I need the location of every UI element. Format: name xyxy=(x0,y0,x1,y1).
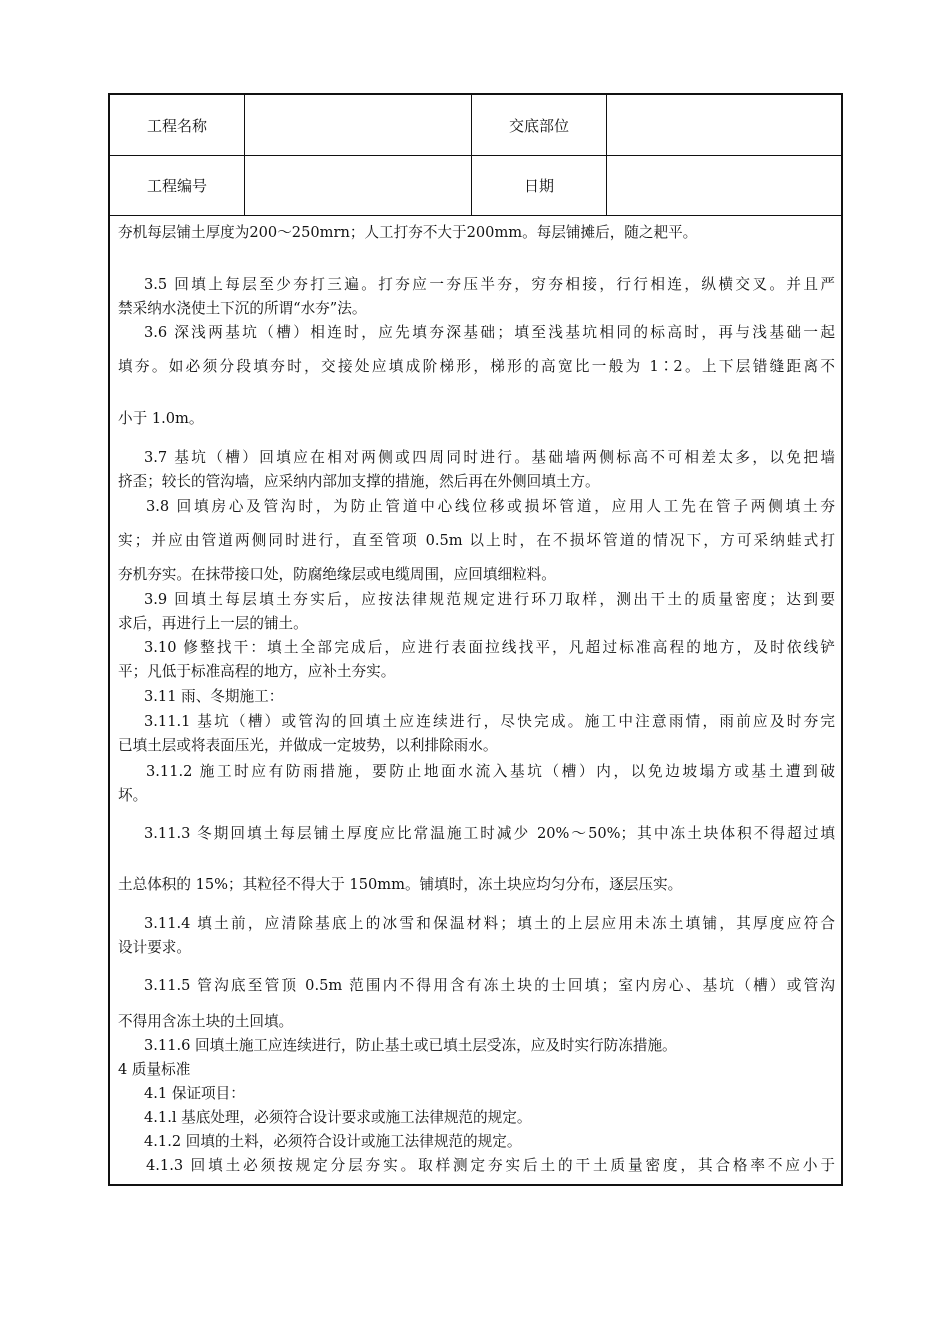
text-line: 3.11.4 填土前，应清除基底上的冰雪和保温材料；填土的上层应用未冻土填铺，其厚度应符合 xyxy=(144,915,835,932)
text-line: 土总体积的 15%；其粒径不得大于 150mm。铺填时，冻土块应均匀分布，逐层压实。 xyxy=(118,876,683,893)
part-label: 交底部位 xyxy=(472,95,607,155)
text-line: 3.8 回填房心及管沟时，为防止管道中心线位移或损坏管道，应用人工先在管子两侧填土夯 xyxy=(146,498,835,515)
project-name-label: 工程名称 xyxy=(110,95,245,155)
project-no-label: 工程编号 xyxy=(110,155,245,215)
text-line: 3.11.1 基坑（槽）或管沟的回填土应连续进行，尽快完成。施工中注意雨情，雨前应及时夯完 xyxy=(144,713,835,730)
text-line: 3.11.5 管沟底至管顶 0.5m 范围内不得用含有冻土块的士回填；室内房心、基坑（槽）或管沟 xyxy=(144,977,835,994)
text-line: 4.1 保证项目： xyxy=(144,1085,245,1102)
text-line: 3.11.6 回填土施工应连续进行，防止基土或已填土层受冻，应及时实行防冻措施。 xyxy=(144,1037,677,1054)
text-line: 填夯。如必须分段填夯时，交接处应填成阶梯形，梯形的高宽比一般为 1∶2。上下层错缝距离不 xyxy=(118,358,835,375)
text-line: 3.5 回填上每层至少夯打三遍。打夯应一夯压半夯，穷夯相接，行行相连，纵横交叉。并且严 xyxy=(144,276,835,293)
text-line: 夯机夯实。在抹带接口处，防腐绝缘层或电缆周围，应回填细粒料。 xyxy=(118,566,556,583)
header-row-2 xyxy=(110,155,841,216)
text-line: 夯机每层铺土厚度为200～250mrn；人工打夯不大于200mm。每层铺摊后，随之耙平。 xyxy=(118,224,698,241)
disclosure-table xyxy=(108,93,843,1186)
text-line: 3.11 雨、冬期施工： xyxy=(144,688,284,705)
text-line: 4.1.3 回填土必须按规定分层夯实。取样测定夯实后土的干土质量密度，其合格率不应小于 xyxy=(146,1157,835,1174)
part-value xyxy=(607,95,841,155)
text-line: 求后，再进行上一层的铺土。 xyxy=(118,615,308,632)
text-line: 坏。 xyxy=(118,787,148,804)
section-heading: 4 质量标准 xyxy=(118,1061,191,1078)
text-line: 4.1.2 回填的土料，必须符合设计或施工法律规范的规定。 xyxy=(144,1133,522,1150)
text-line: 设计要求。 xyxy=(118,939,191,956)
text-line: 4.1.l 基底处理，必须符合设计要求或施工法律规范的规定。 xyxy=(144,1109,532,1126)
text-line: 3.9 回填土每层填土夯实后，应按法律规范规定进行环刀取样，测出干土的质量密度；达到要 xyxy=(144,591,835,608)
text-line: 不得用含冻土块的土回填。 xyxy=(118,1013,294,1030)
text-line: 小于 1.0m。 xyxy=(118,410,204,427)
text-line: 3.6 深浅两基坑（槽）相连时，应先填夯深基础；填至浅基坑相同的标高时，再与浅基础一起 xyxy=(144,324,835,341)
date-label: 日期 xyxy=(472,155,607,215)
text-line: 3.10 修整找干：填土全部完成后，应进行表面拉线找平，凡超过标准高程的地方，及时依线铲 xyxy=(144,639,835,656)
text-line: 禁采纳水浇使土下沉的所谓“水夯”法。 xyxy=(118,300,367,317)
text-line: 挤歪；较长的管沟墙，应采纳内部加支撑的措施，然后再在外侧回填土方。 xyxy=(118,473,600,490)
date-value xyxy=(607,155,841,215)
text-line: 实；并应由管道两侧同时进行，直至管项 0.5m 以上时，在不损坏管道的情况下，方可采纳蛙式打 xyxy=(118,532,835,549)
text-line: 已填土层或将表面压光，并做成一定坡势，以利排除雨水。 xyxy=(118,737,498,754)
project-no-value xyxy=(245,155,472,215)
text-line: 3.7 基坑（槽）回填应在相对两侧或四周同时进行。基础墙两侧标高不可相差太多，以免把墙 xyxy=(144,449,835,466)
project-name-value xyxy=(245,95,472,155)
header-row-1 xyxy=(110,95,841,156)
text-line: 3.11.3 冬期回填土每层铺土厚度应比常温施工时减少 20%～50%；其中冻土块体积不得超过填 xyxy=(144,825,835,842)
text-line: 平；凡低于标准高程的地方，应补土夯实。 xyxy=(118,663,396,680)
text-line: 3.11.2 施工时应有防雨措施，要防止地面水流入基坑（槽）内，以免边坡塌方或基土遭到破 xyxy=(146,763,835,780)
